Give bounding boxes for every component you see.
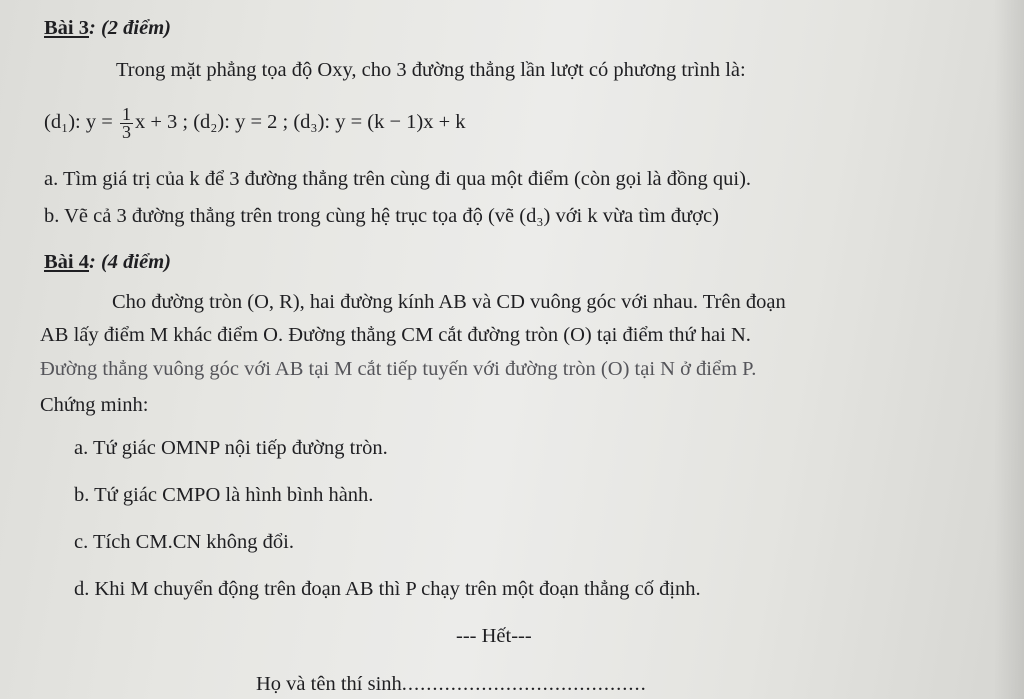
bai4-points: : (4 điểm) [89,251,171,273]
bai3-intro: Trong mặt phẳng tọa độ Oxy, cho 3 đường thẳng lần lượt có phương trình là: [116,59,746,81]
candidate-name-line [256,672,647,696]
end-marker: --- Hết--- [456,625,532,647]
bai4-title: Bài 4 [44,251,89,273]
eq-d1-fraction [120,106,133,141]
bai4-item-d: d. Khi M chuyển động trên đoạn AB thì P chạy trên một đoạn thẳng cố định. [74,578,701,600]
candidate-name-label: Họ và tên thí sinh [256,673,402,695]
bai4-prove-label: Chứng minh: [40,394,149,416]
bai3-title: Bài 3 [44,17,89,39]
eq-d1-right: x + 3 [134,111,178,134]
bai4-para-line3: Đường thẳng vuông góc với AB tại M cắt tiếp tuyến với đường tròn (O) tại N ở điểm P. [40,358,757,380]
eq-d1-left: y = [85,111,113,134]
bai4-para-line1: Cho đường tròn (O, R), hai đường kính AB và CD vuông góc với nhau. Trên đoạn [112,291,786,313]
eq-separator: ; [182,111,189,134]
eq-d1-numerator: 1 [121,104,131,124]
bai4-heading [44,250,171,274]
eq-d1-denominator: 3 [121,122,131,142]
bai4-item-b: b. Tứ giác CMPO là hình bình hành. [74,484,374,506]
candidate-name-dots: ........................................ [401,673,647,695]
bai4-para-line2: AB lấy điểm M khác điểm O. Đường thẳng CM cắt đường tròn (O) tại điểm thứ hai N. [40,324,751,346]
eq-d3: (d₃): y = (k − 1)x + k [293,111,466,134]
bai3-points: : (2 điểm) [89,17,171,39]
page-edge-shadow [994,0,1024,699]
bai3-part-a: a. Tìm giá trị của k để 3 đường thẳng trên cùng đi qua một điểm (còn gọi là đồng qui). [44,168,752,190]
bai3-equations [44,106,466,141]
eq-d2: (d₂): y = 2 ; [193,111,289,134]
bai4-item-c: c. Tích CM.CN không đổi. [74,531,294,553]
eq-d1-label: (d₁): [44,111,81,134]
bai3-part-b: b. Vẽ cả 3 đường thẳng trên trong cùng hệ trục tọa độ (vẽ (d₃) với k vừa tìm được) [44,205,719,227]
bai4-item-a: a. Tứ giác OMNP nội tiếp đường tròn. [74,437,388,459]
bai3-heading [44,16,171,40]
